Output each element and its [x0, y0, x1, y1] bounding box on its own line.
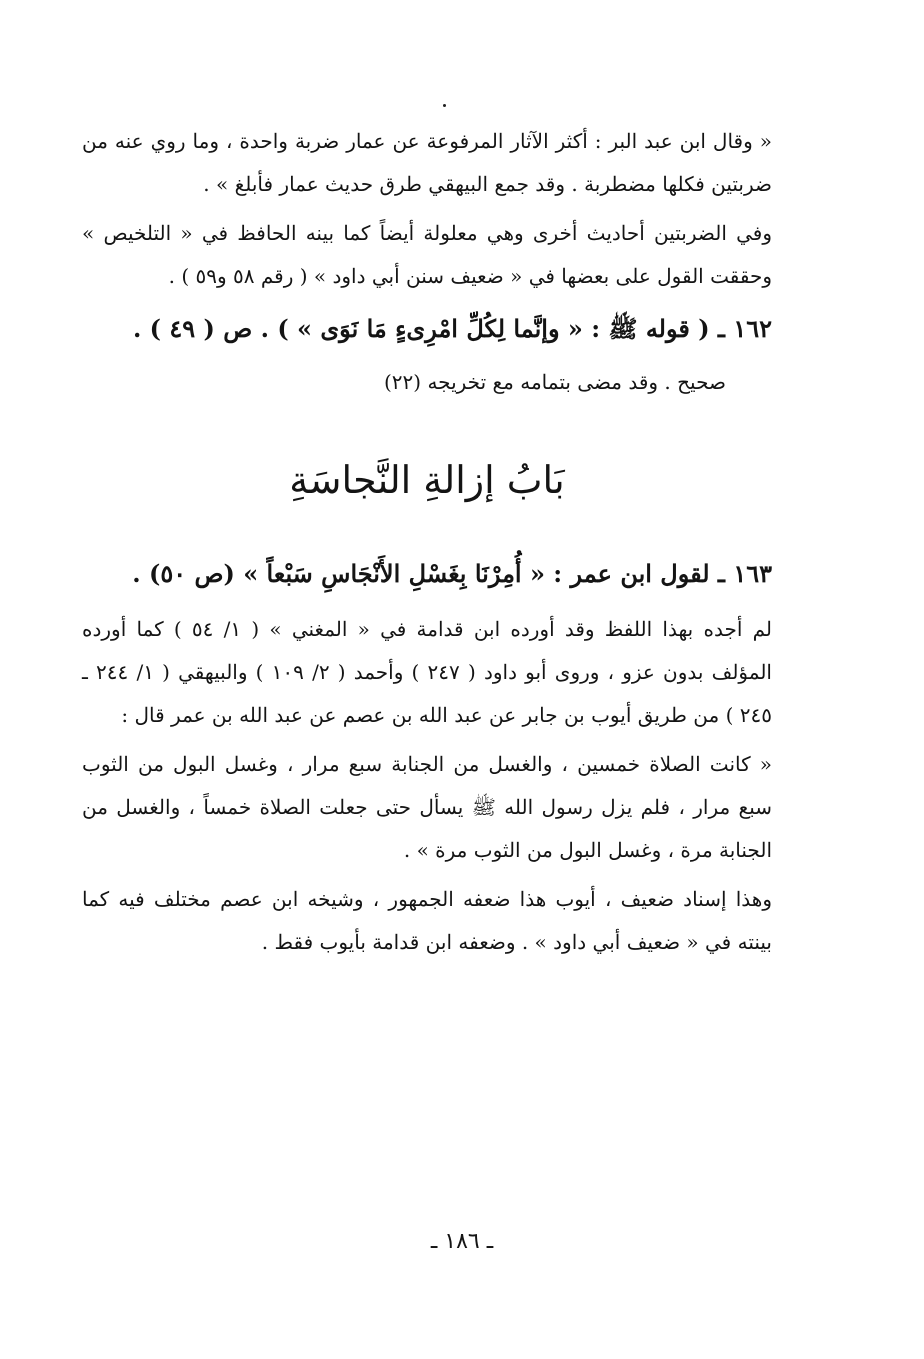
paragraph-ibn-abd-al-barr-quote: « وقال ابن عبد البر : أكثر الآثار المرفوعة عن عمار ضربة واحدة ، وما روي عنه من ضربتين فكلها مضطربة . وقد جمع البيهقي طرق حديث عمار فأبلغ » . [82, 129, 772, 196]
paragraph-takhrij: لم أجده بهذا اللفظ وقد أورده ابن قدامة في « المغني » ( ١/ ٥٤ ) كما أورده المؤلف بدون عزو ، وروى أبو داود ( ٢٤٧ ) وأحمد ( ٢/ ١٠٩ ) والبيهقي ( ١/ ٢٤٤ ـ ٢٤٥ ) من طريق أيوب بن جابر عن عبد الله بن عصم عن عبد الله بن عمر قال : [82, 617, 772, 727]
paragraph-hadith-text: « كانت الصلاة خمسين ، والغسل من الجنابة سبع مرار ، وغسل البول من الثوب سبع مرار ، فلم يزل رسول الله ﷺ يسأل حتى جعلت الصلاة خمساً ، والغسل من الجنابة مرة ، وغسل البول من الثوب مرة » . [82, 752, 772, 862]
hadith-item-162-grade: صحيح . وقد مضى بتمامه مع تخريجه (٢٢) [383, 370, 726, 394]
page-number: ـ ١٨٦ ـ [430, 1229, 494, 1254]
page-dot [443, 104, 446, 107]
paragraph-isnad-assessment: وهذا إسناد ضعيف ، أيوب هذا ضعفه الجمهور ، وشيخه ابن عصم مختلف فيه كما بينته في « ضعيف أبي داود » . وضعفه ابن قدامة بأيوب فقط . [82, 887, 772, 954]
paragraph-two-strikes: وفي الضربتين أحاديث أخرى وهي معلولة أيضاً كما بينه الحافظ في « التلخيص » وحققت القول على بعضها في « ضعيف سنن أبي داود » ( رقم ٥٨ و٥٩ ) . [82, 221, 772, 288]
page-body [82, 120, 772, 970]
hadith-item-162: ١٦٢ ـ ( قوله ﷺ : « وإنَّما لِكُلِّ امْرِىءٍ مَا نَوَى » ) . ص ( ٤٩ ) . [132, 314, 772, 343]
hadith-item-163: ١٦٣ ـ لقول ابن عمر : « أُمِرْنَا بِغَسْلِ الأَنْجَاسِ سَبْعاً » (ص ٥٠) . [132, 559, 772, 588]
section-title: بَابُ إزالةِ النَّجاسَةِ [289, 458, 565, 502]
